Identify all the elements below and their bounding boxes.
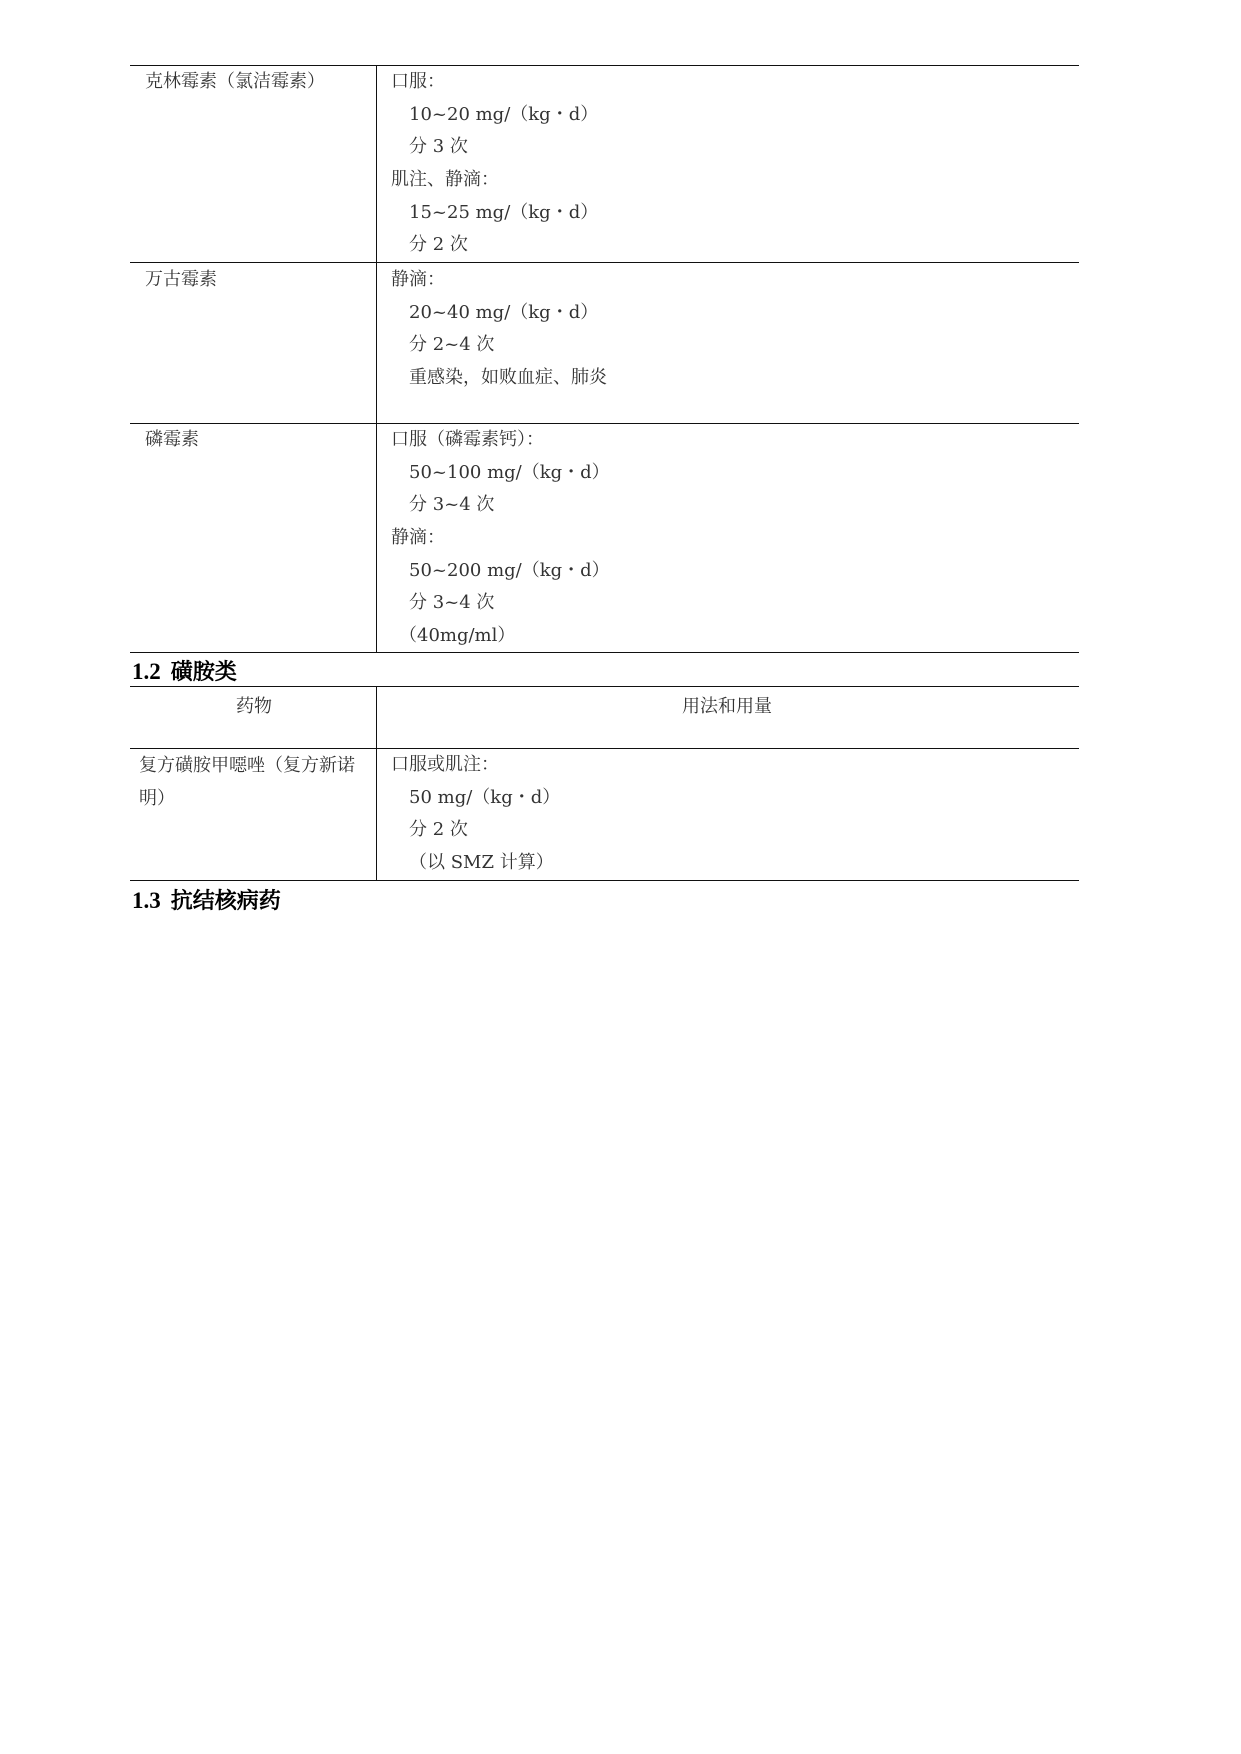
section-title: 磺胺类 xyxy=(170,660,237,685)
usage-line: 10~20 mg/（kg・d） xyxy=(409,103,599,125)
usage-line: 分 3~4 次 xyxy=(409,494,495,516)
drug-name-smz-tmp: 复方磺胺甲噁唑（复方新诺明） xyxy=(139,755,355,809)
section-number: 1.3 xyxy=(132,888,161,913)
usage-line: 口服（磷霉素钙）： xyxy=(391,429,544,450)
table1-column-divider xyxy=(376,65,377,652)
usage-cell-smz-tmp xyxy=(391,749,560,880)
usage-line: 静滴： xyxy=(391,527,445,549)
table2-top-rule xyxy=(130,686,1079,687)
usage-line: 分 2 次 xyxy=(409,819,468,841)
column-header-usage: 用法和用量 xyxy=(682,696,772,717)
usage-line: 50~100 mg/（kg・d） xyxy=(409,461,610,483)
usage-cell-fosfomycin xyxy=(391,424,610,653)
usage-line: 口服或肌注： xyxy=(391,754,499,775)
usage-line: 分 3 次 xyxy=(409,136,468,158)
usage-line: 20~40 mg/（kg・d） xyxy=(409,301,599,323)
usage-line: 口服： xyxy=(391,71,445,92)
usage-line: 50~200 mg/（kg・d） xyxy=(409,559,610,581)
section-heading-sulfonamides xyxy=(132,655,237,686)
usage-line: （以 SMZ 计算） xyxy=(409,852,554,874)
usage-line: 分 2~4 次 xyxy=(409,334,495,356)
drug-name-fosfomycin: 磷霉素 xyxy=(145,429,199,450)
section-number: 1.2 xyxy=(132,659,161,684)
usage-line: 分 3~4 次 xyxy=(409,592,495,614)
table2-column-divider xyxy=(376,686,377,880)
usage-line: 重感染，如败血症、肺炎 xyxy=(409,367,607,389)
section-heading-antituberculosis xyxy=(132,884,281,915)
column-header-drug: 药物 xyxy=(236,696,272,717)
usage-line: 15~25 mg/（kg・d） xyxy=(409,201,599,223)
drug-name-vancomycin: 万古霉素 xyxy=(145,269,217,290)
usage-cell-clindamycin xyxy=(391,66,598,262)
drug-name-clindamycin: 克林霉素（氯洁霉素） xyxy=(145,71,325,92)
usage-line: （40mg/ml） xyxy=(399,625,516,647)
usage-line: 静滴： xyxy=(391,269,445,290)
usage-cell-vancomycin xyxy=(391,264,607,395)
section-title: 抗结核病药 xyxy=(170,889,281,914)
table1-row-divider xyxy=(130,262,1079,263)
usage-line: 肌注、静滴： xyxy=(391,169,499,191)
table2-bottom-rule xyxy=(130,880,1079,881)
usage-line: 50 mg/（kg・d） xyxy=(409,786,561,808)
usage-line: 分 2 次 xyxy=(409,234,468,256)
